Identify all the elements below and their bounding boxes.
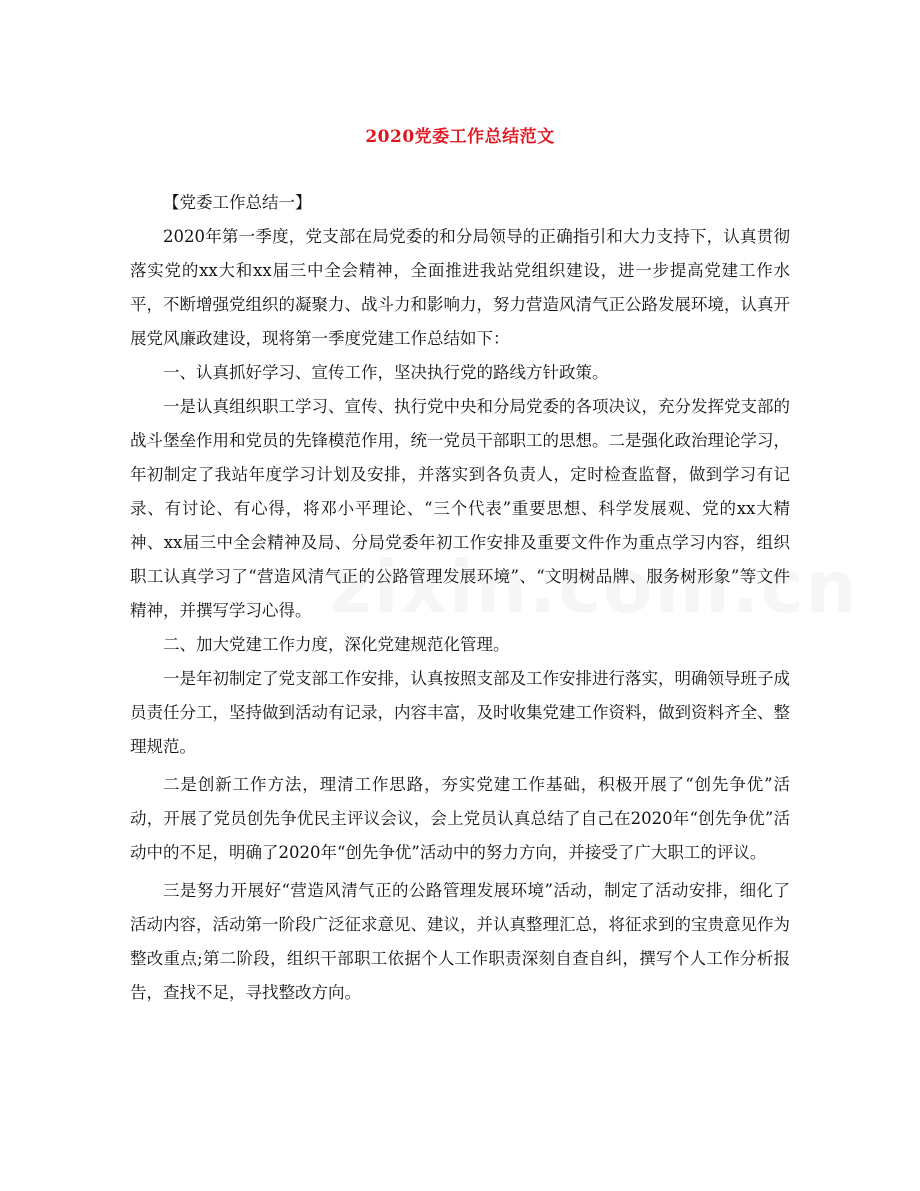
section-heading: 一、认真抓好学习、宣传工作，坚决执行党的路线方针政策。 [163,363,609,382]
paragraph: 2020年第一季度，党支部在局党委的和分局领导的正确指引和大力支持下，认真贯彻落实党的xx大和xx届三中全会精神，全面推进我站党组织建设，进一步提高党建工作水平，不断增强党组织的凝聚力、战斗力和影响力，努力营造风清气正公路发展环境，认真开展党风廉政建设，现将第一季度党建工作总结如下： [130,227,790,348]
paragraph: 一是认真组织职工学习、宣传、执行党中央和分局党委的各项决议，充分发挥党支部的战斗堡垒作用和党员的先锋模范作用，统一党员干部职工的思想。二是强化政治理论学习，年初制定了我站年度学习计划及安排，并落实到各负责人，定时检查监督，做到学习有记录、有讨论、有心得，将邓小平理论、“三个代表”重要思想、科学发展观、党的xx大精神、xx届三中全会精神及局、分局党委年初工作安排及重要文件作为重点学习内容，组织职工认真学习了“营造风清气正的公路管理发展环境”、“文明树品牌、服务树形象”等文件精神，并撰写学习心得。 [130,397,790,620]
document-body [130,186,790,1010]
paragraph: 二是创新工作方法，理清工作思路，夯实党建工作基础，积极开展了“创先争优”活动，开展了党员创先争优民主评议会议，会上党员认真总结了自己在2020年“创先争优”活动中的不足，明确了2020年“创先争优”活动中的努力方向，并接受了广大职工的评议。 [130,775,790,862]
section-heading: 【党委工作总结一】 [163,193,312,212]
paragraph: 三是努力开展好“营造风清气正的公路管理发展环境”活动，制定了活动安排，细化了活动内容，活动第一阶段广泛征求意见、建议，并认真整理汇总，将征求到的宝贵意见作为整改重点;第二阶段，组织干部职工依据个人工作职责深刻自查自纠，撰写个人工作分析报告，查找不足，寻找整改方向。 [130,881,790,1002]
paragraph: 一是年初制定了党支部工作安排，认真按照支部及工作安排进行落实，明确领导班子成员责任分工，坚持做到活动有记录，内容丰富，及时收集党建工作资料，做到资料齐全、整理规范。 [130,669,790,756]
document-title: 2020党委工作总结范文 [365,127,555,147]
section-heading: 二、加大党建工作力度，深化党建规范化管理。 [163,635,510,654]
